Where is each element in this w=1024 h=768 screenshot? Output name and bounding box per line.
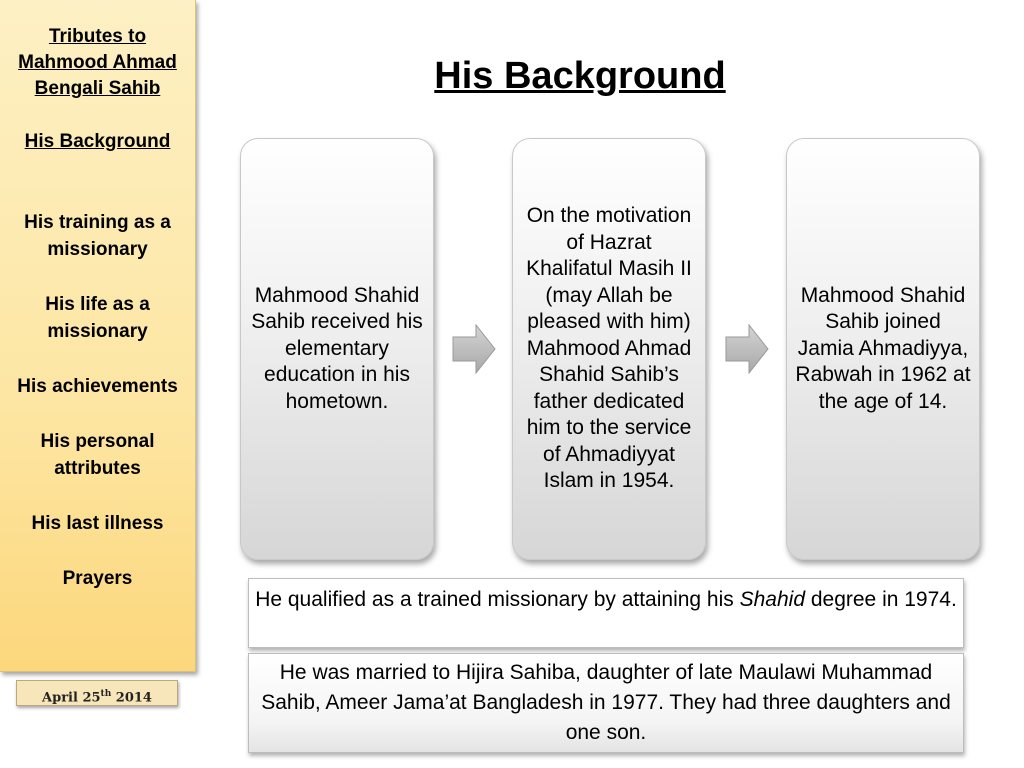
process-step-text: On the motivation of Hazrat Khalifatul Masih II (may Allah be pleased with him) Mahmood Ahmad Shahid Sahib’s father dedicated him to the service of Ahmadiyyat Islam in 1954. [526, 204, 692, 493]
right-arrow-icon [452, 324, 496, 374]
date-month-day: April 25 [42, 690, 101, 706]
sidebar-item-last-illness[interactable]: His last illness [31, 513, 164, 534]
process-step-3 [786, 138, 980, 560]
sidebar-item-achievements[interactable]: His achievements [17, 376, 178, 397]
process-step-text: Mahmood Shahid Sahib joined Jamia Ahmadiyya, Rabwah in 1962 at the age of 14. [795, 283, 971, 413]
sidebar-item-personal-attributes[interactable]: His personal attributes [40, 431, 155, 479]
sidebar-item-missionary-life[interactable]: His life as a missionary [45, 294, 150, 342]
process-step-text: Mahmood Shahid Sahib received his elementary education in his hometown. [251, 283, 423, 413]
sidebar-item-background[interactable]: His Background [24, 131, 171, 152]
right-arrow-icon [725, 324, 769, 374]
qualification-degree-name: Shahid [739, 588, 806, 611]
marriage-text: He was married to Hijira Sahiba, daughter of late Maulawi Muhammad Sahib, Ameer Jama’at Bangladesh in 1977. They had three daughters and one son. [261, 661, 951, 744]
qualification-text-after: degree in 1974. [805, 588, 957, 611]
date-badge [16, 680, 178, 706]
qualification-info-box [248, 578, 964, 648]
marriage-info-box [248, 653, 964, 753]
date-year: 2014 [111, 690, 152, 706]
sidebar [0, 0, 196, 672]
sidebar-title[interactable]: Tributes to Mahmood Ahmad Bengali Sahib [18, 26, 177, 99]
sidebar-item-training[interactable]: His training as a missionary [24, 212, 171, 260]
qualification-text-before: He qualified as a trained missionary by attaining his [255, 588, 740, 611]
date-ordinal: th [100, 689, 112, 699]
process-step-1 [240, 138, 434, 560]
page-title: His Background [434, 55, 726, 98]
process-step-2 [512, 138, 706, 560]
sidebar-item-prayers[interactable]: Prayers [62, 568, 133, 589]
